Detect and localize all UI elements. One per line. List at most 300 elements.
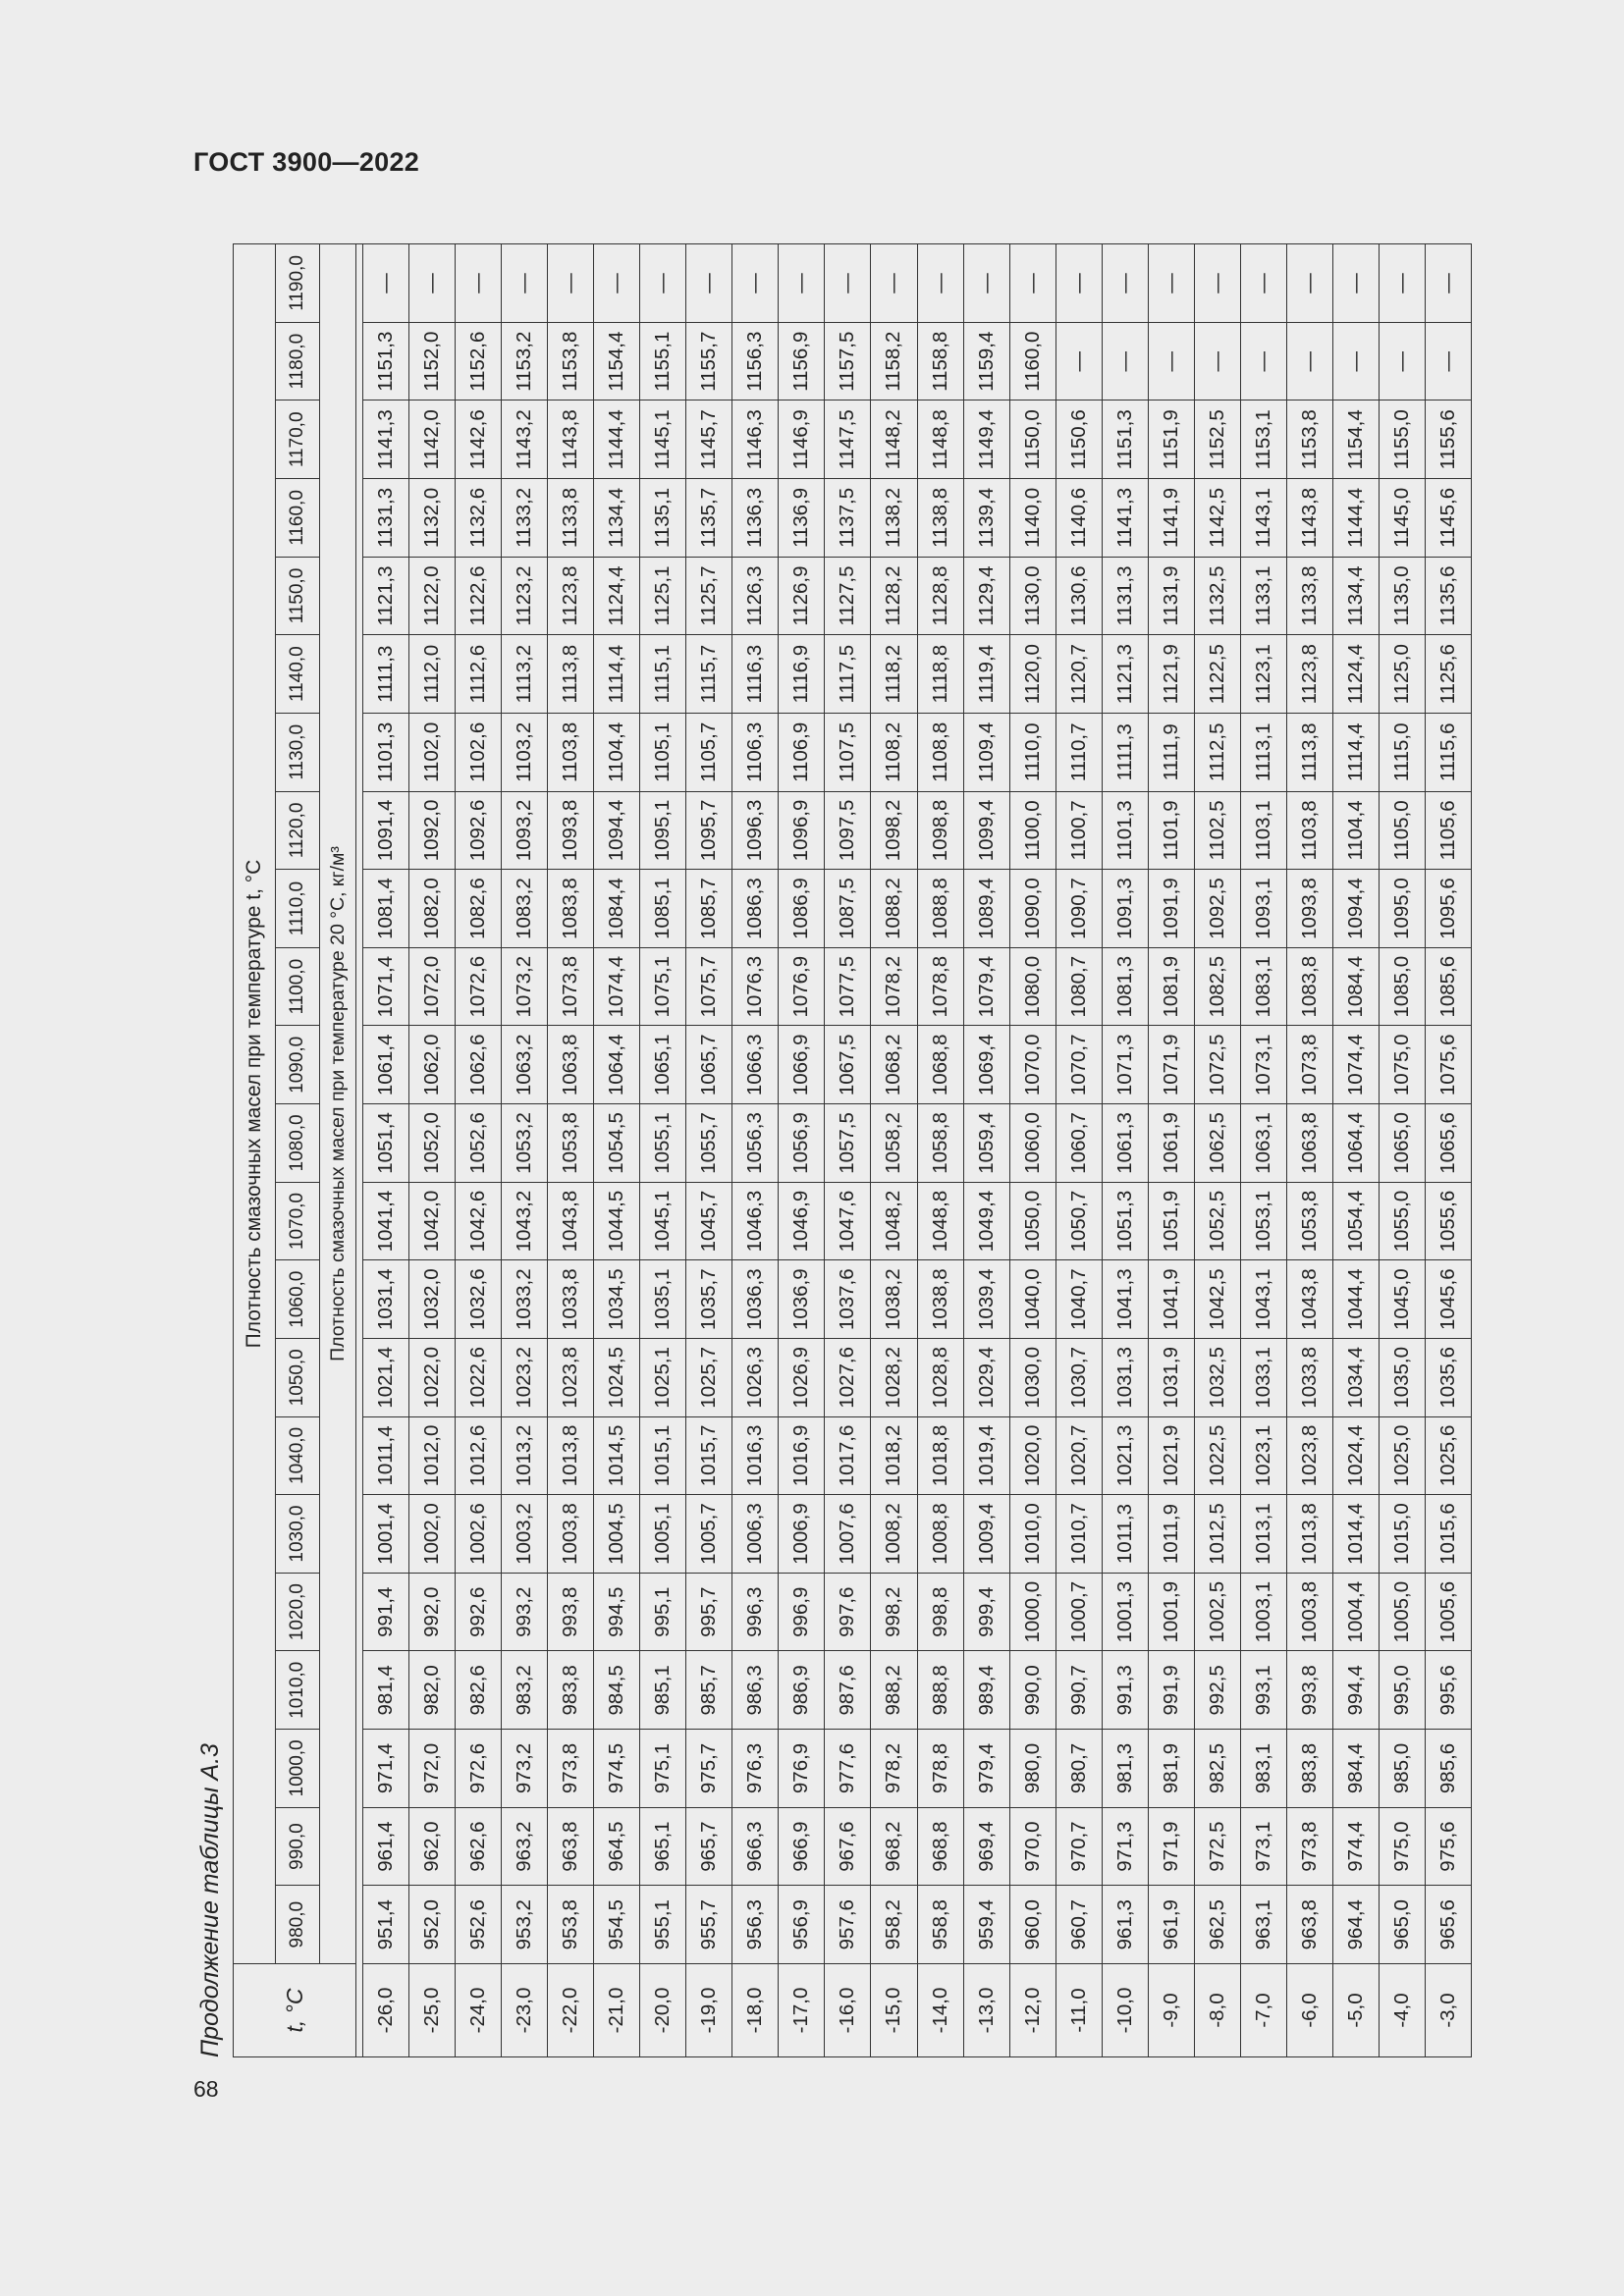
density-cell: 1099,4: [963, 791, 1009, 870]
density-cell: 1067,5: [825, 1026, 871, 1104]
row-temperature-cell: -22,0: [548, 1964, 594, 2057]
density-cell: 1131,3: [1102, 557, 1148, 635]
density-cell: 1150,0: [1009, 400, 1056, 479]
density-cell: 1088,2: [871, 870, 917, 948]
density-cell: 1083,8: [1286, 947, 1332, 1026]
density-cell: 1016,9: [779, 1416, 825, 1495]
table-row: [502, 244, 548, 2057]
density-cell: 966,9: [779, 1807, 825, 1886]
density-cell: 1085,0: [1379, 947, 1425, 1026]
density-cell: 1011,9: [1148, 1495, 1194, 1574]
density-cell: 1003,2: [502, 1495, 548, 1574]
density-cell: 1106,3: [732, 714, 779, 792]
density-cell: 1074,4: [594, 947, 640, 1026]
density-cell: 1147,5: [825, 400, 871, 479]
density-cell: 992,0: [409, 1573, 456, 1651]
density-cell: 1031,9: [1148, 1339, 1194, 1417]
density-cell: 1153,1: [1240, 400, 1286, 479]
column-header-temp: 1170,0: [276, 400, 320, 479]
density-cell: 1023,1: [1240, 1416, 1286, 1495]
density-cell: —: [871, 244, 917, 323]
density-cell: 1033,1: [1240, 1339, 1286, 1417]
density-cell: 1036,3: [732, 1260, 779, 1339]
density-cell: 1154,4: [1332, 400, 1379, 479]
density-cell: 993,8: [1286, 1651, 1332, 1730]
density-cell: 1113,2: [502, 635, 548, 714]
density-cell: 1113,1: [1240, 714, 1286, 792]
density-cell: 1065,7: [686, 1026, 732, 1104]
row-temperature-cell: -14,0: [917, 1964, 963, 2057]
density-cell: 1031,3: [1102, 1339, 1148, 1417]
density-cell: 1075,6: [1425, 1026, 1471, 1104]
density-cell: 1025,6: [1425, 1416, 1471, 1495]
density-cell: 1103,8: [548, 714, 594, 792]
density-cell: 1038,8: [917, 1260, 963, 1339]
density-cell: 1074,4: [1332, 1026, 1379, 1104]
density-cell: 986,9: [779, 1651, 825, 1730]
density-cell: 1155,1: [640, 322, 686, 400]
density-cell: 965,1: [640, 1807, 686, 1886]
density-cell: 1148,2: [871, 400, 917, 479]
density-cell: 1063,2: [502, 1026, 548, 1104]
density-cell: 1110,7: [1056, 714, 1102, 792]
density-cell: 952,6: [456, 1886, 502, 1964]
density-cell: 1153,2: [502, 322, 548, 400]
table-row: [1148, 244, 1194, 2057]
density-cell: 1010,7: [1056, 1495, 1102, 1574]
density-cell: 1133,2: [502, 479, 548, 558]
density-cell: 1013,2: [502, 1416, 548, 1495]
density-cell: 968,8: [917, 1807, 963, 1886]
density-cell: 1128,8: [917, 557, 963, 635]
density-cell: 1130,0: [1009, 557, 1056, 635]
density-cell: 1007,6: [825, 1495, 871, 1574]
density-cell: 1159,4: [963, 322, 1009, 400]
density-cell: 1015,0: [1379, 1495, 1425, 1574]
density-cell: 1024,4: [1332, 1416, 1379, 1495]
density-cell: 1078,2: [871, 947, 917, 1026]
density-cell: 1062,6: [456, 1026, 502, 1104]
density-cell: 1134,4: [1332, 557, 1379, 635]
density-cell: —: [1332, 322, 1379, 400]
density-cell: 1096,9: [779, 791, 825, 870]
density-cell: 1070,7: [1056, 1026, 1102, 1104]
table-row: [1009, 244, 1056, 2057]
column-header-temp: 1020,0: [276, 1573, 320, 1651]
density-cell: 1012,0: [409, 1416, 456, 1495]
density-cell: 970,7: [1056, 1807, 1102, 1886]
density-cell: 1143,8: [1286, 479, 1332, 558]
density-cell: 1111,3: [1102, 714, 1148, 792]
density-cell: 1026,3: [732, 1339, 779, 1417]
table-row: [1102, 244, 1148, 2057]
density-cell: 1115,6: [1425, 714, 1471, 792]
density-cell: 1112,0: [409, 635, 456, 714]
density-cell: 1133,8: [1286, 557, 1332, 635]
density-cell: 973,8: [1286, 1807, 1332, 1886]
density-cell: 1145,0: [1379, 479, 1425, 558]
density-cell: 988,2: [871, 1651, 917, 1730]
density-cell: 1055,1: [640, 1104, 686, 1183]
density-cell: 1072,0: [409, 947, 456, 1026]
density-cell: 1149,4: [963, 400, 1009, 479]
table-row: [363, 244, 409, 2057]
density-cell: 1072,6: [456, 947, 502, 1026]
density-cell: 1133,1: [1240, 557, 1286, 635]
density-table-container: [233, 244, 1472, 2057]
density-cell: 989,4: [963, 1651, 1009, 1730]
density-cell: 1040,7: [1056, 1260, 1102, 1339]
density-cell: 973,1: [1240, 1807, 1286, 1886]
row-temperature-cell: -5,0: [1332, 1964, 1379, 2057]
density-cell: 971,9: [1148, 1807, 1194, 1886]
density-cell: 1052,0: [409, 1104, 456, 1183]
column-header-temp: 1150,0: [276, 557, 320, 635]
density-cell: 961,3: [1102, 1886, 1148, 1964]
density-cell: 1155,0: [1379, 400, 1425, 479]
density-cell: 1000,0: [1009, 1573, 1056, 1651]
density-cell: 1091,4: [363, 791, 409, 870]
density-cell: 1119,4: [963, 635, 1009, 714]
density-cell: 972,0: [409, 1730, 456, 1808]
density-cell: 1155,6: [1425, 400, 1471, 479]
document-code: ГОСТ 3900—2022: [193, 147, 420, 177]
density-cell: 1018,8: [917, 1416, 963, 1495]
density-cell: 1105,0: [1379, 791, 1425, 870]
density-cell: 990,0: [1009, 1651, 1056, 1730]
density-cell: —: [1425, 322, 1471, 400]
row-temperature-cell: -8,0: [1194, 1964, 1240, 2057]
density-cell: 1031,4: [363, 1260, 409, 1339]
density-cell: 1108,2: [871, 714, 917, 792]
column-header-temp: 1190,0: [276, 244, 320, 323]
density-cell: 1054,5: [594, 1104, 640, 1183]
density-cell: 1129,4: [963, 557, 1009, 635]
density-cell: 1029,4: [963, 1339, 1009, 1417]
density-cell: 956,9: [779, 1886, 825, 1964]
density-cell: 1116,9: [779, 635, 825, 714]
density-cell: 972,6: [456, 1730, 502, 1808]
density-cell: 1106,9: [779, 714, 825, 792]
density-cell: 1131,9: [1148, 557, 1194, 635]
density-cell: 1156,9: [779, 322, 825, 400]
density-cell: 1138,8: [917, 479, 963, 558]
density-cell: 992,5: [1194, 1651, 1240, 1730]
density-cell: 1158,2: [871, 322, 917, 400]
density-cell: 1122,6: [456, 557, 502, 635]
row-temperature-cell: -13,0: [963, 1964, 1009, 2057]
density-cell: 1060,0: [1009, 1104, 1056, 1183]
density-cell: 1009,4: [963, 1495, 1009, 1574]
density-cell: 1078,8: [917, 947, 963, 1026]
column-header-temp: 1090,0: [276, 1026, 320, 1104]
density-cell: 1045,7: [686, 1182, 732, 1260]
density-cell: 1139,4: [963, 479, 1009, 558]
density-cell: 1087,5: [825, 870, 871, 948]
density-cell: 1136,9: [779, 479, 825, 558]
density-cell: 1095,1: [640, 791, 686, 870]
density-cell: 1114,4: [594, 635, 640, 714]
density-cell: 1044,5: [594, 1182, 640, 1260]
density-cell: 1002,6: [456, 1495, 502, 1574]
density-cell: 1083,8: [548, 870, 594, 948]
density-cell: 991,4: [363, 1573, 409, 1651]
density-cell: 1056,3: [732, 1104, 779, 1183]
density-cell: 986,3: [732, 1651, 779, 1730]
density-cell: 1043,8: [1286, 1260, 1332, 1339]
density-cell: 966,3: [732, 1807, 779, 1886]
density-cell: 1158,8: [917, 322, 963, 400]
density-cell: 1090,0: [1009, 870, 1056, 948]
density-cell: 1126,9: [779, 557, 825, 635]
density-cell: 1033,8: [548, 1260, 594, 1339]
density-cell: 1115,0: [1379, 714, 1425, 792]
table-row: [825, 244, 871, 2057]
density-cell: —: [1425, 244, 1471, 323]
density-cell: 1122,0: [409, 557, 456, 635]
density-cell: 1090,7: [1056, 870, 1102, 948]
density-cell: 1006,9: [779, 1495, 825, 1574]
column-header-row: [276, 244, 320, 2057]
density-cell: 1073,1: [1240, 1026, 1286, 1104]
density-cell: 1068,8: [917, 1026, 963, 1104]
density-cell: 996,9: [779, 1573, 825, 1651]
density-cell: 1058,2: [871, 1104, 917, 1183]
table-row: [1332, 244, 1379, 2057]
row-temperature-cell: -18,0: [732, 1964, 779, 2057]
density-cell: 1042,0: [409, 1182, 456, 1260]
density-cell: 1135,7: [686, 479, 732, 558]
density-cell: —: [1240, 244, 1286, 323]
density-cell: 1107,5: [825, 714, 871, 792]
row-temperature-cell: -11,0: [1056, 1964, 1102, 2057]
density-cell: 1125,7: [686, 557, 732, 635]
density-cell: 1105,1: [640, 714, 686, 792]
density-cell: —: [1102, 244, 1148, 323]
density-cell: 1148,8: [917, 400, 963, 479]
density-cell: —: [502, 244, 548, 323]
density-cell: 980,0: [1009, 1730, 1056, 1808]
density-cell: 977,6: [825, 1730, 871, 1808]
density-cell: 1132,0: [409, 479, 456, 558]
column-header-temp: 1140,0: [276, 635, 320, 714]
density-cell: 981,9: [1148, 1730, 1194, 1808]
density-table: [233, 243, 1472, 2057]
density-cell: 1091,9: [1148, 870, 1194, 948]
density-cell: 953,2: [502, 1886, 548, 1964]
density-cell: 1121,3: [363, 557, 409, 635]
density-cell: 1008,2: [871, 1495, 917, 1574]
row-temperature-cell: -20,0: [640, 1964, 686, 2057]
density-cell: 957,6: [825, 1886, 871, 1964]
density-cell: 979,4: [963, 1730, 1009, 1808]
density-cell: 1055,7: [686, 1104, 732, 1183]
density-cell: 1141,3: [1102, 479, 1148, 558]
density-cell: 955,1: [640, 1886, 686, 1964]
table-row: [1056, 244, 1102, 2057]
column-header-temp: 1050,0: [276, 1339, 320, 1417]
density-cell: 1116,3: [732, 635, 779, 714]
column-header-temp: 1120,0: [276, 791, 320, 870]
density-cell: 1012,5: [1194, 1495, 1240, 1574]
density-cell: 1060,7: [1056, 1104, 1102, 1183]
density-cell: 1062,0: [409, 1026, 456, 1104]
density-cell: 1005,0: [1379, 1573, 1425, 1651]
density-cell: 1032,6: [456, 1260, 502, 1339]
density-cell: 1014,4: [1332, 1495, 1379, 1574]
density-cell: —: [363, 244, 409, 323]
density-cell: —: [1194, 244, 1240, 323]
density-cell: 1035,1: [640, 1260, 686, 1339]
density-cell: 1046,3: [732, 1182, 779, 1260]
density-cell: 1020,0: [1009, 1416, 1056, 1495]
density-cell: —: [1148, 322, 1194, 400]
density-cell: 976,3: [732, 1730, 779, 1808]
density-cell: 1052,6: [456, 1104, 502, 1183]
density-cell: 1023,8: [1286, 1416, 1332, 1495]
density-cell: 1094,4: [1332, 870, 1379, 948]
density-cell: —: [732, 244, 779, 323]
density-cell: 1071,4: [363, 947, 409, 1026]
density-cell: 972,5: [1194, 1807, 1240, 1886]
density-cell: 993,2: [502, 1573, 548, 1651]
density-cell: 981,4: [363, 1651, 409, 1730]
density-cell: 1143,1: [1240, 479, 1286, 558]
density-cell: 1096,3: [732, 791, 779, 870]
density-cell: 1053,8: [548, 1104, 594, 1183]
density-cell: 1075,1: [640, 947, 686, 1026]
density-cell: 1002,5: [1194, 1573, 1240, 1651]
density-cell: 975,1: [640, 1730, 686, 1808]
density-cell: 1001,3: [1102, 1573, 1148, 1651]
density-cell: 1137,5: [825, 479, 871, 558]
column-header-temp: 1160,0: [276, 479, 320, 558]
density-cell: 1022,6: [456, 1339, 502, 1417]
density-cell: 975,0: [1379, 1807, 1425, 1886]
density-cell: 1134,4: [594, 479, 640, 558]
density-cell: 1041,4: [363, 1182, 409, 1260]
density-cell: 1003,1: [1240, 1573, 1286, 1651]
density-cell: 993,8: [548, 1573, 594, 1651]
density-cell: 1086,3: [732, 870, 779, 948]
density-cell: 1128,2: [871, 557, 917, 635]
density-cell: 983,8: [1286, 1730, 1332, 1808]
density-cell: 1001,9: [1148, 1573, 1194, 1651]
density-cell: 1145,1: [640, 400, 686, 479]
density-cell: 982,5: [1194, 1730, 1240, 1808]
column-header-temp: 1000,0: [276, 1730, 320, 1808]
density-cell: 1130,6: [1056, 557, 1102, 635]
density-cell: 1030,0: [1009, 1339, 1056, 1417]
density-cell: 1052,5: [1194, 1182, 1240, 1260]
density-cell: 1055,0: [1379, 1182, 1425, 1260]
column-header-temp: 1180,0: [276, 322, 320, 400]
density-cell: 993,1: [1240, 1651, 1286, 1730]
density-cell: 1082,5: [1194, 947, 1240, 1026]
density-cell: 995,1: [640, 1573, 686, 1651]
density-cell: —: [1286, 322, 1332, 400]
table-row: [917, 244, 963, 2057]
density-cell: 1063,8: [1286, 1104, 1332, 1183]
density-cell: 1027,6: [825, 1339, 871, 1417]
density-cell: 1058,8: [917, 1104, 963, 1183]
density-cell: 1053,2: [502, 1104, 548, 1183]
density-cell: 1017,6: [825, 1416, 871, 1495]
table-row: [1194, 244, 1240, 2057]
density-cell: 1142,6: [456, 400, 502, 479]
density-cell: 1023,8: [548, 1339, 594, 1417]
density-cell: 1153,8: [548, 322, 594, 400]
density-cell: 981,3: [1102, 1730, 1148, 1808]
density-cell: 971,4: [363, 1730, 409, 1808]
density-cell: 1152,6: [456, 322, 502, 400]
density-cell: 1120,7: [1056, 635, 1102, 714]
density-cell: 1015,1: [640, 1416, 686, 1495]
density-cell: 1048,8: [917, 1182, 963, 1260]
density-cell: 1035,0: [1379, 1339, 1425, 1417]
density-cell: 974,5: [594, 1730, 640, 1808]
density-cell: 1039,4: [963, 1260, 1009, 1339]
density-cell: 1114,4: [1332, 714, 1379, 792]
density-cell: 1041,3: [1102, 1260, 1148, 1339]
table-row: [409, 244, 456, 2057]
density-cell: 1089,4: [963, 870, 1009, 948]
density-cell: 1142,0: [409, 400, 456, 479]
density-cell: 1151,9: [1148, 400, 1194, 479]
density-cell: 1105,6: [1425, 791, 1471, 870]
density-cell: —: [1379, 322, 1425, 400]
density-cell: 973,2: [502, 1730, 548, 1808]
density-cell: 1076,3: [732, 947, 779, 1026]
density-cell: 999,4: [963, 1573, 1009, 1651]
density-cell: 1065,6: [1425, 1104, 1471, 1183]
density-cell: 1111,3: [363, 635, 409, 714]
density-cell: 1151,3: [1102, 400, 1148, 479]
column-header-temp: 1080,0: [276, 1104, 320, 1183]
density-cell: 1073,2: [502, 947, 548, 1026]
density-cell: 1086,9: [779, 870, 825, 948]
density-cell: —: [548, 244, 594, 323]
density-cell: 1092,5: [1194, 870, 1240, 948]
density-cell: 959,4: [963, 1886, 1009, 1964]
density-cell: —: [1240, 322, 1286, 400]
density-cell: 958,2: [871, 1886, 917, 1964]
density-cell: 1123,1: [1240, 635, 1286, 714]
density-cell: 969,4: [963, 1807, 1009, 1886]
density-cell: 1002,0: [409, 1495, 456, 1574]
density-cell: 1124,4: [1332, 635, 1379, 714]
density-cell: 1054,4: [1332, 1182, 1379, 1260]
density-cell: 1048,2: [871, 1182, 917, 1260]
density-cell: 1157,5: [825, 322, 871, 400]
density-cell: 1156,3: [732, 322, 779, 400]
density-cell: 990,7: [1056, 1651, 1102, 1730]
density-cell: 1040,0: [1009, 1260, 1056, 1339]
density-cell: 985,6: [1425, 1730, 1471, 1808]
density-cell: 1118,8: [917, 635, 963, 714]
row-temperature-cell: -7,0: [1240, 1964, 1286, 2057]
density-cell: —: [963, 244, 1009, 323]
density-cell: 1023,2: [502, 1339, 548, 1417]
density-cell: 994,5: [594, 1573, 640, 1651]
density-cell: 1036,9: [779, 1260, 825, 1339]
density-cell: 1071,9: [1148, 1026, 1194, 1104]
table-row: [1240, 244, 1286, 2057]
density-cell: 954,5: [594, 1886, 640, 1964]
density-cell: 1152,5: [1194, 400, 1240, 479]
density-cell: 975,7: [686, 1730, 732, 1808]
page-number: 68: [193, 2076, 219, 2102]
